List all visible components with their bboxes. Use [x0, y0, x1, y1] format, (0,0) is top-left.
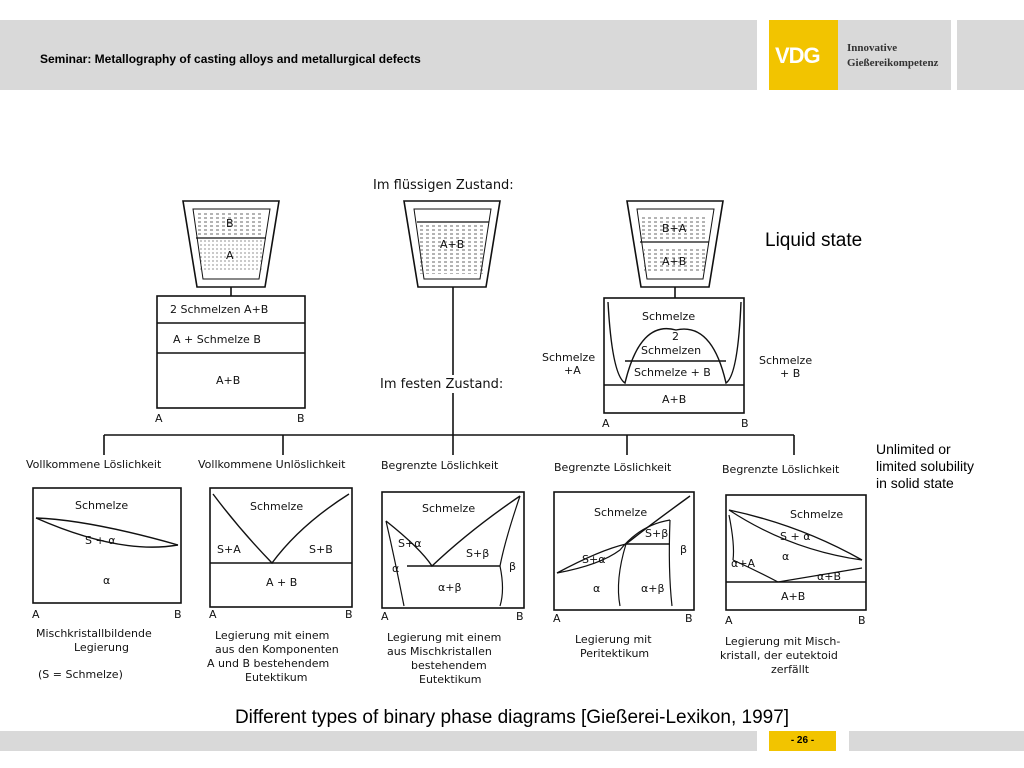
axis-a-right: A [602, 417, 610, 430]
liquid-right-center-1: 2 [672, 330, 679, 343]
liquid-right-top: Schmelze [642, 310, 696, 323]
crucible-right-label-bottom: A+B [662, 255, 687, 268]
case-3-region-4: α [392, 562, 400, 575]
case-4-axis-b: B [685, 612, 693, 625]
axis-b-right: B [741, 417, 749, 430]
case-2-region-1: Schmelze [250, 500, 304, 513]
case-2-region-4: A + B [266, 576, 298, 589]
case-4-region-6: α+β [641, 582, 665, 595]
case-5-caption-2: kristall, der eutektoid [720, 649, 838, 662]
case-3-region-1: Schmelze [422, 502, 476, 515]
crucible-left-label-bottom: A [226, 249, 234, 262]
liquid-right-center-2: Schmelzen [641, 344, 702, 357]
liquid-left-row-2: A + Schmelze B [173, 333, 261, 346]
page-title: Seminar: Metallography of casting alloys and metallurgical defects [40, 52, 421, 66]
case-2-caption-4: Eutektikum [245, 671, 308, 684]
case-2-caption-3: A und B bestehendem [207, 657, 330, 670]
crucible-right-label-top: B+A [662, 222, 687, 235]
case-3-region-6: α+β [438, 581, 462, 594]
axis-b-left: B [297, 412, 305, 425]
liquid-left-row-3: A+B [216, 374, 241, 387]
case-2-axis-a: A [209, 608, 217, 621]
liquid-right-side-left-2: +A [564, 364, 581, 377]
liquid-right-bottom: A+B [662, 393, 687, 406]
case-2-region-2: S+A [217, 543, 241, 556]
case-4-caption-1: Legierung mit [575, 633, 652, 646]
case-3-region-5: β [509, 560, 517, 573]
note-solid-line-1: Unlimited or [876, 441, 951, 457]
case-1-region-1: Schmelze [75, 499, 129, 512]
case-2-region-3: S+B [309, 543, 333, 556]
crucible-left-label-top: B [226, 217, 234, 230]
case-3-caption-4: Eutektikum [419, 673, 482, 686]
logo-mark: VDG [775, 43, 820, 68]
case-5-caption-1: Legierung mit Misch- [725, 635, 841, 648]
case-2-axis-b: B [345, 608, 353, 621]
case-4-axis-a: A [553, 612, 561, 625]
note-solid-line-3: in solid state [876, 475, 954, 491]
liquid-right-side-left-1: Schmelze [542, 351, 596, 364]
case-3-axis-a: A [381, 610, 389, 623]
figure-caption: Different types of binary phase diagrams [Gießerei-Lexikon, 1997] [234, 707, 790, 728]
case-1-caption-1: Mischkristallbildende [36, 627, 152, 640]
case-4-region-2: S+β [645, 527, 669, 540]
page-number: - 26 - [769, 731, 836, 751]
case-4-region-5: α [593, 582, 601, 595]
crucible-middle-label: A+B [440, 238, 465, 251]
case-3-region-2: S+α [398, 537, 422, 550]
liquid-right-lower: Schmelze + B [634, 366, 711, 379]
case-5-region-2: S + α [780, 530, 811, 543]
case-5-title: Begrenzte Löslichkeit [722, 463, 840, 476]
case-5-axis-a: A [725, 614, 733, 627]
case-3-axis-b: B [516, 610, 524, 623]
case-3-caption-2: aus Mischkristallen [387, 645, 492, 658]
note-solid-line-2: limited solubility [876, 458, 975, 474]
logo-line-1: Innovative [847, 42, 898, 54]
case-2-caption-2: aus den Komponenten [215, 643, 339, 656]
case-5-caption-3: zerfällt [771, 663, 810, 676]
liquid-heading: Im flüssigen Zustand: [373, 178, 514, 193]
case-4-title: Begrenzte Löslichkeit [554, 461, 672, 474]
case-3-caption-3: bestehendem [411, 659, 487, 672]
case-4-region-4: β [680, 543, 688, 556]
case-3-caption-1: Legierung mit einem [387, 631, 502, 644]
footnote: (S = Schmelze) [38, 668, 123, 681]
footer-bar [0, 731, 757, 751]
case-4-region-1: Schmelze [594, 506, 648, 519]
case-1-axis-b: B [174, 608, 182, 621]
case-4-region-3: S+α [582, 553, 606, 566]
case-5-axis-b: B [858, 614, 866, 627]
case-5-region-1: Schmelze [790, 508, 844, 521]
case-3-title: Begrenzte Löslichkeit [381, 459, 499, 472]
case-5-region-5: α+B [817, 570, 842, 583]
axis-a-left: A [155, 412, 163, 425]
case-4-caption-2: Peritektikum [580, 647, 650, 660]
case-2-caption-1: Legierung mit einem [215, 629, 330, 642]
footer-tail [849, 731, 1024, 751]
case-3-region-3: S+β [466, 547, 490, 560]
case-5-region-4: α+A [731, 557, 755, 570]
case-1-axis-a: A [32, 608, 40, 621]
solid-heading: Im festen Zustand: [380, 377, 504, 392]
note-solid-state [876, 441, 974, 492]
liquid-left-row-1: 2 Schmelzen A+B [170, 303, 269, 316]
case-1-title: Vollkommene Löslichkeit [26, 458, 162, 471]
note-liquid-state: Liquid state [765, 230, 863, 251]
case-5-region-3: α [782, 550, 790, 563]
liquid-right-side-right-2: + B [780, 367, 801, 380]
case-1-region-2: S + α [85, 534, 116, 547]
case-1-caption-2: Legierung [74, 641, 129, 654]
case-2-title: Vollkommene Unlöslichkeit [198, 458, 346, 471]
case-5-region-6: A+B [781, 590, 806, 603]
logo-line-2: Gießereikompetenz [847, 57, 939, 69]
case-1-region-3: α [103, 574, 111, 587]
liquid-right-side-right-1: Schmelze [759, 354, 813, 367]
